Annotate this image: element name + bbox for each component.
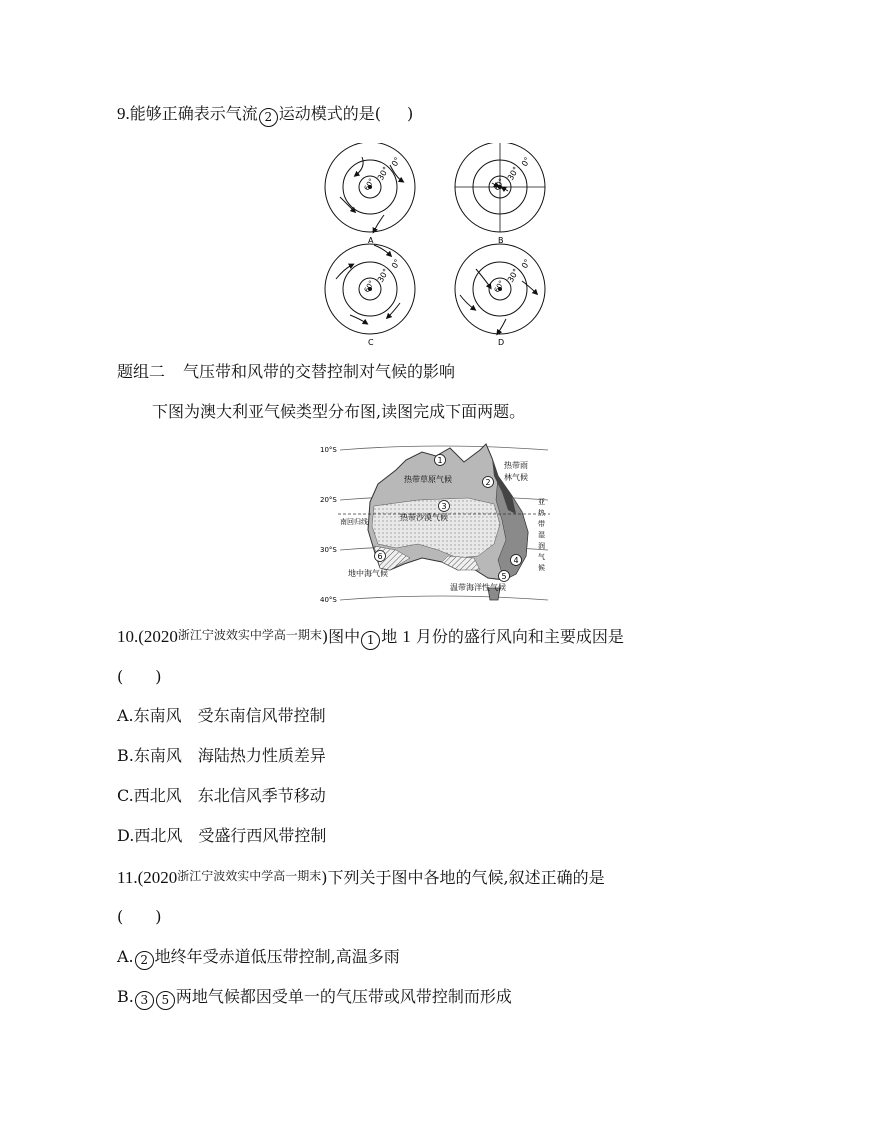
- diagram-c-label: C: [368, 338, 374, 347]
- diagram-a-label: A: [368, 236, 374, 245]
- q9-text-before: 能够正确表示气流: [129, 104, 258, 123]
- q10-blank: ( ): [117, 667, 162, 686]
- map-intro: 下图为澳大利亚气候类型分布图,读图完成下面两题。: [152, 402, 526, 421]
- q11-text: )下列关于图中各地的气候,叙述正确的是: [321, 868, 605, 887]
- section-header: [117, 361, 455, 383]
- q10-line: [117, 624, 624, 650]
- diagram-b-label: B: [498, 236, 504, 245]
- q9-circle-number: 2: [259, 108, 278, 127]
- svg-text:4: 4: [513, 556, 519, 565]
- q10-text-b: 地: [381, 627, 398, 646]
- svg-text:2: 2: [485, 478, 491, 487]
- q11-b-circle-1: 3: [135, 991, 154, 1010]
- q11-option-b: B. 3 5 两地气候都因受单一的气压带或风带控制而形成: [117, 986, 512, 1010]
- q11-blank: ( ): [117, 907, 162, 926]
- q10-option-d: D.西北风 受盛行西风带控制: [117, 826, 327, 845]
- q9-close: ): [407, 104, 414, 123]
- map-point-4: [511, 555, 522, 566]
- svg-text:6: 6: [377, 552, 383, 561]
- label-maritime: 温带海洋性气候: [450, 583, 506, 592]
- q9-text-after: 运动模式的是(: [278, 104, 382, 123]
- diagram-a: [325, 143, 415, 245]
- q10-text-a: )图中: [321, 627, 361, 646]
- diagram-d-lat-30: 30°: [505, 267, 521, 284]
- q10-option-c: C.西北风 东北信风季节移动: [117, 786, 326, 805]
- diagram-c: [325, 244, 415, 347]
- q11-b-circle-2: 5: [156, 991, 175, 1010]
- q10-circle-number: 1: [361, 631, 380, 650]
- label-tropic: 南回归线: [340, 518, 368, 526]
- label-hs-3: 湿: [538, 531, 545, 539]
- q11-line: [117, 865, 605, 889]
- q9-prefix: 9.: [117, 104, 130, 123]
- section-subtitle: 气压带和风带的交替控制对气候的影响: [183, 362, 456, 381]
- label-desert: 热带沙漠气候: [400, 513, 448, 522]
- label-hs-5: 气: [538, 553, 545, 561]
- svg-text:1: 1: [437, 456, 443, 465]
- circulation-diagrams: [318, 143, 554, 348]
- diagram-c-lat-0: 0°: [389, 257, 403, 270]
- map-lat-20s: 20°S: [320, 496, 337, 504]
- map-point-6: [375, 551, 386, 562]
- q10-prefix: 10.(2020: [117, 627, 178, 646]
- australia-climate-map: [318, 440, 550, 608]
- map-point-3: [439, 501, 450, 512]
- diagram-b-lat-0: 0°: [519, 155, 533, 168]
- label-hs-1: 热: [538, 509, 545, 517]
- q11-source: 浙江宁波效实中学高一期末: [177, 869, 322, 883]
- svg-text:5: 5: [501, 572, 507, 581]
- diagram-a-lat-0: 0°: [389, 155, 403, 168]
- label-hs-6: 候: [538, 564, 545, 572]
- section-title: 题组二: [117, 362, 166, 381]
- map-lat-30s: 30°S: [320, 546, 337, 554]
- diagram-d-label: D: [498, 338, 505, 347]
- label-hs-2: 带: [538, 520, 545, 528]
- label-rainforest-2: 林气候: [504, 473, 528, 482]
- label-hs-0: 亚: [538, 498, 545, 506]
- svg-text:3: 3: [441, 502, 447, 511]
- diagram-a-lat-30: 30°: [375, 165, 391, 182]
- q10-month: 1: [402, 627, 411, 646]
- q9-line: [117, 103, 413, 127]
- diagram-b-lat-60: 60°: [492, 177, 506, 192]
- label-mediterranean: 地中海气候: [348, 569, 388, 578]
- q11-a-circle: 2: [135, 951, 154, 970]
- q10-option-a: A.东南风 受东南信风带控制: [117, 706, 326, 725]
- q11-option-a: A. 2 地终年受赤道低压带控制,高温多雨: [117, 946, 400, 970]
- diagram-c-lat-30: 30°: [375, 267, 391, 284]
- diagram-b: [455, 143, 545, 245]
- label-rainforest-1: 热带雨: [504, 461, 528, 470]
- diagram-b-lat-30: 30°: [505, 165, 521, 182]
- map-point-1: [435, 455, 446, 466]
- map-lat-10s: 10°S: [320, 446, 337, 454]
- diagram-d-lat-60: 60°: [492, 279, 506, 294]
- q10-text-c: 月份的盛行风向和主要成因是: [415, 627, 624, 646]
- q10-source: 浙江宁波效实中学高一期末: [177, 628, 322, 642]
- label-hs-4: 润: [538, 542, 545, 550]
- q11-prefix: 11.(2020: [117, 868, 178, 887]
- diagram-a-lat-60: 60°: [362, 177, 376, 192]
- map-point-2: [483, 477, 494, 488]
- map-lat-40s: 40°S: [320, 596, 337, 604]
- diagram-d-lat-0: 0°: [519, 257, 533, 270]
- diagram-d: [455, 244, 545, 347]
- map-point-5: [499, 571, 510, 582]
- diagram-c-lat-60: 60°: [362, 279, 376, 294]
- label-savanna: 热带草原气候: [404, 475, 452, 484]
- q10-option-b: B.东南风 海陆热力性质差异: [117, 746, 326, 765]
